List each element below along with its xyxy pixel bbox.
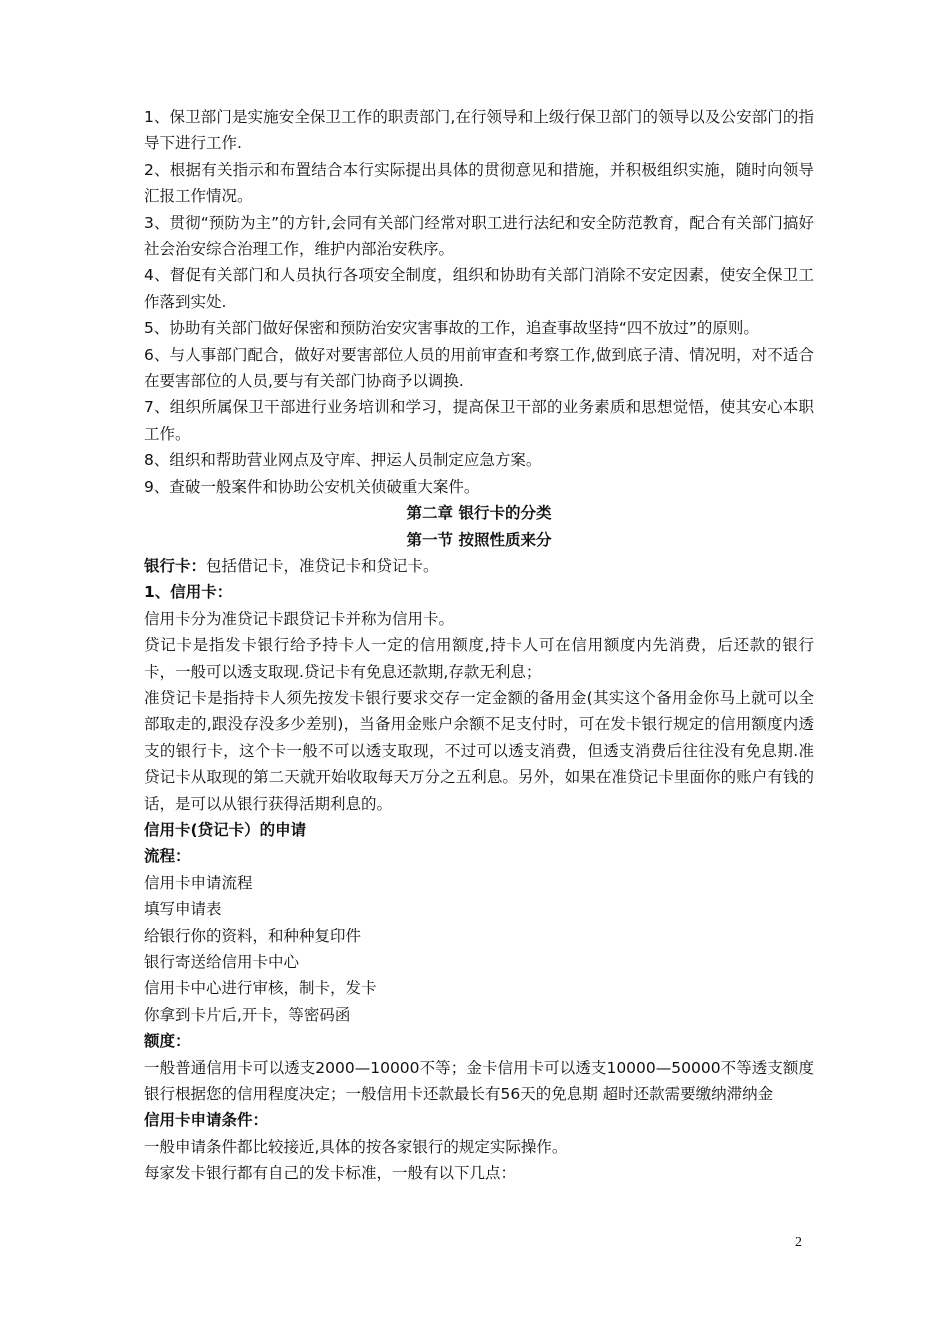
- paragraph: 你拿到卡片后,开卡，等密码函: [144, 1005, 351, 1024]
- chapter-heading: 第二章 银行卡的分类: [406, 504, 552, 523]
- lead-term: 银行卡：: [144, 556, 207, 575]
- paragraph: 3、贯彻“预防为主”的方针,会同有关部门经常对职工进行法纪和安全防范教育，配合有关部门搞好社会治安综合治理工作，维护内部治安秩序。: [144, 213, 814, 259]
- paragraph: 1、保卫部门是实施安全保卫工作的职责部门,在行领导和上级行保卫部门的领导以及公安部门的指导下进行工作.: [144, 108, 814, 153]
- subheading: 信用卡申请条件：: [144, 1111, 269, 1130]
- paragraph: 贷记卡是指发卡银行给予持卡人一定的信用额度,持卡人可在信用额度内先消费，后还款的银行卡，一般可以透支取现.贷记卡有免息还款期,存款无利息；: [144, 636, 814, 681]
- subheading: 信用卡(贷记卡）的申请: [144, 820, 307, 839]
- paragraph: 一般申请条件都比较接近,具体的按各家银行的规定实际操作。: [144, 1137, 568, 1156]
- paragraph: 信用卡分为准贷记卡跟贷记卡并称为信用卡。: [144, 609, 455, 628]
- paragraph: 给银行你的资料，和种种复印件: [144, 926, 362, 945]
- subheading: 1、信用卡：: [144, 583, 233, 602]
- paragraph: 信用卡中心进行审核，制卡，发卡: [144, 979, 377, 998]
- paragraph: 一般普通信用卡可以透支2000—10000不等；金卡信用卡可以透支10000—50000不等透支额度银行根据您的信用程度决定；一般信用卡还款最长有56天的免息期 超时还款需要缴纳滞纳金: [144, 1058, 814, 1104]
- page-number: 2: [795, 1235, 802, 1250]
- paragraph: 每家发卡银行都有自己的发卡标准，一般有以下几点：: [144, 1164, 517, 1183]
- paragraph: 8、组织和帮助营业网点及守库、押运人员制定应急方案。: [144, 451, 542, 470]
- paragraph: 银行寄送给信用卡中心: [144, 953, 300, 971]
- paragraph: 4、督促有关部门和人员执行各项安全制度，组织和协助有关部门消除不安定因素，使安全保卫工作落到实处.: [144, 266, 814, 311]
- paragraph: 5、协助有关部门做好保密和预防治安灾害事故的工作，追查事故坚持“四不放过”的原则。: [144, 319, 759, 338]
- section-heading: 第一节 按照性质来分: [406, 530, 552, 549]
- paragraph: 6、与人事部门配合，做好对要害部位人员的用前审查和考察工作,做到底子清、情况明，对不适合在要害部位的人员,要与有关部门协商予以调换.: [144, 345, 814, 391]
- paragraph: 填写申请表: [144, 900, 222, 919]
- lead-text: 包括借记卡，准贷记卡和贷记卡。: [206, 556, 439, 575]
- subheading: 流程：: [144, 847, 191, 866]
- paragraph: [144, 553, 814, 579]
- paragraph: 7、组织所属保卫干部进行业务培训和学习，提高保卫干部的业务素质和思想觉悟，使其安心本职工作。: [144, 398, 814, 443]
- paragraph: 准贷记卡是指持卡人须先按发卡银行要求交存一定金额的备用金(其实这个备用金你马上就可以全部取走的,跟没存没多少差别)，当备用金账户余额不足支付时，可在发卡银行规定的信用额度内透支的银行卡，这个卡一般不可以透支取现，不过可以透支消费，但透支消费后往往没有免息期.准贷记卡从取现的第二天就开始收取每天万分之五利息。另外，如果在准贷记卡里面你的账户有钱的话，是可以从银行获得活期利息的。: [144, 688, 814, 813]
- paragraph: 2、根据有关指示和布置结合本行实际提出具体的贯彻意见和措施，并积极组织实施，随时向领导汇报工作情况。: [144, 160, 814, 206]
- paragraph: 信用卡申请流程: [144, 873, 253, 892]
- subheading: 额度：: [144, 1032, 191, 1051]
- paragraph: 9、查破一般案件和协助公安机关侦破重大案件。: [144, 477, 480, 496]
- document-body: [144, 104, 814, 1187]
